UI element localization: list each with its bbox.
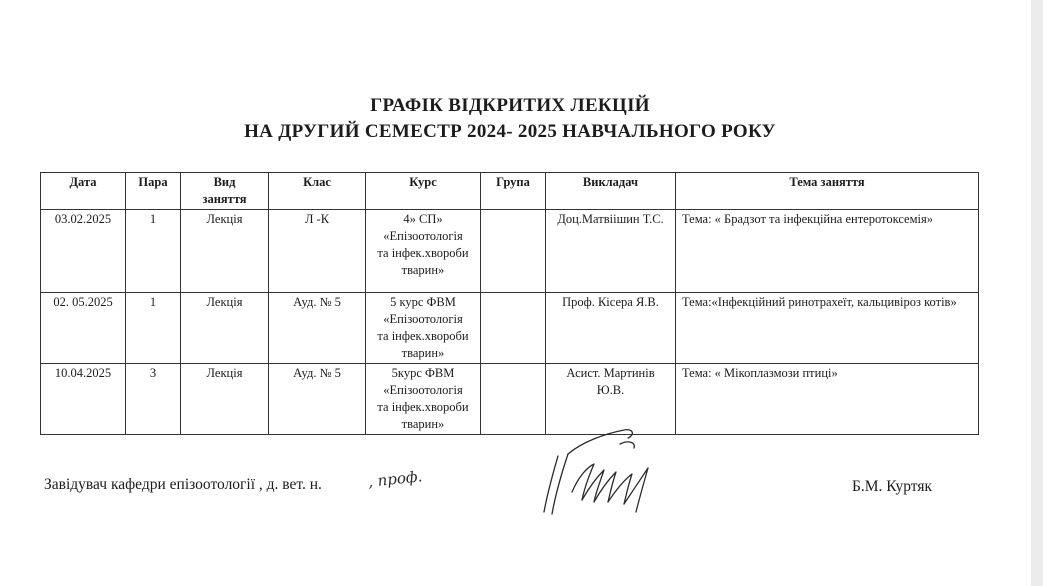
course-line: та інфек.хвороби bbox=[377, 329, 469, 343]
header-date: Дата bbox=[41, 173, 126, 210]
cell-date: 03.02.2025 bbox=[41, 210, 126, 293]
header-course: Курс bbox=[366, 173, 481, 210]
cell-type: Лекція bbox=[181, 293, 269, 364]
cell-pair: 3 bbox=[126, 364, 181, 435]
header-type-line1: Вид bbox=[213, 175, 236, 189]
handwritten-title-note: , проф. bbox=[367, 467, 424, 491]
course-line: тварин» bbox=[401, 346, 445, 360]
cell-teacher bbox=[546, 210, 676, 293]
lecture-schedule-table bbox=[40, 172, 979, 435]
course-line: тварин» bbox=[401, 263, 445, 277]
table-row bbox=[41, 364, 979, 435]
cell-date: 02. 05.2025 bbox=[41, 293, 126, 364]
cell-type: Лекція bbox=[181, 364, 269, 435]
header-type-line2: заняття bbox=[202, 192, 247, 206]
table-row bbox=[41, 293, 979, 364]
cell-group bbox=[481, 293, 546, 364]
course-line: «Епізоотологія bbox=[383, 312, 463, 326]
course-line: «Епізоотологія bbox=[383, 383, 463, 397]
head-of-department-name: Б.М. Куртяк bbox=[852, 478, 933, 495]
cell-topic: Тема: « Мікоплазмози птиці» bbox=[676, 364, 979, 435]
cell-teacher bbox=[546, 293, 676, 364]
cell-course bbox=[366, 210, 481, 293]
teacher-line: Проф. Кісера Я.В. bbox=[562, 295, 659, 309]
course-line: 4» СП» bbox=[403, 212, 443, 226]
header-class: Клас bbox=[269, 173, 366, 210]
document-title: ГРАФІК ВІДКРИТИХ ЛЕКЦІЙ bbox=[370, 95, 650, 116]
header-pair: Пара bbox=[126, 173, 181, 210]
cell-pair: 1 bbox=[126, 210, 181, 293]
cell-pair: 1 bbox=[126, 293, 181, 364]
cell-class: Л -К bbox=[269, 210, 366, 293]
header-type bbox=[181, 173, 269, 210]
cell-date: 10.04.2025 bbox=[41, 364, 126, 435]
cell-course bbox=[366, 293, 481, 364]
header-group: Група bbox=[481, 173, 546, 210]
document-subtitle: НА ДРУГИЙ СЕМЕСТР 2024- 2025 НАВЧАЛЬНОГО РОКУ bbox=[244, 121, 776, 142]
course-line: 5курс ФВМ bbox=[391, 366, 455, 380]
course-line: 5 курс ФВМ bbox=[390, 295, 456, 309]
table-header-row bbox=[41, 173, 979, 210]
table-row bbox=[41, 210, 979, 293]
cell-topic: Тема:«Інфекційний ринотрахеїт, кальцивіроз котів» bbox=[676, 293, 979, 364]
cell-course bbox=[366, 364, 481, 435]
header-topic: Тема заняття bbox=[676, 173, 979, 210]
teacher-line: Асист. Мартинів bbox=[566, 366, 655, 380]
cell-class: Ауд. № 5 bbox=[269, 364, 366, 435]
course-line: тварин» bbox=[401, 417, 445, 431]
teacher-line: Ю.В. bbox=[596, 383, 625, 397]
cell-topic: Тема: « Брадзот та інфекційна ентеротоксемія» bbox=[676, 210, 979, 293]
header-teacher: Викладач bbox=[546, 173, 676, 210]
cell-type: Лекція bbox=[181, 210, 269, 293]
course-line: «Епізоотологія bbox=[383, 229, 463, 243]
head-of-department-label: Завідувач кафедри епізоотології , д. вет. н. bbox=[44, 476, 322, 493]
handwritten-signature-icon bbox=[532, 420, 682, 520]
course-line: та інфек.хвороби bbox=[377, 400, 469, 414]
cell-group bbox=[481, 210, 546, 293]
page-edge bbox=[1031, 0, 1043, 586]
cell-class: Ауд. № 5 bbox=[269, 293, 366, 364]
teacher-line: Доц.Матвіішин Т.С. bbox=[557, 212, 664, 226]
course-line: та інфек.хвороби bbox=[377, 246, 469, 260]
